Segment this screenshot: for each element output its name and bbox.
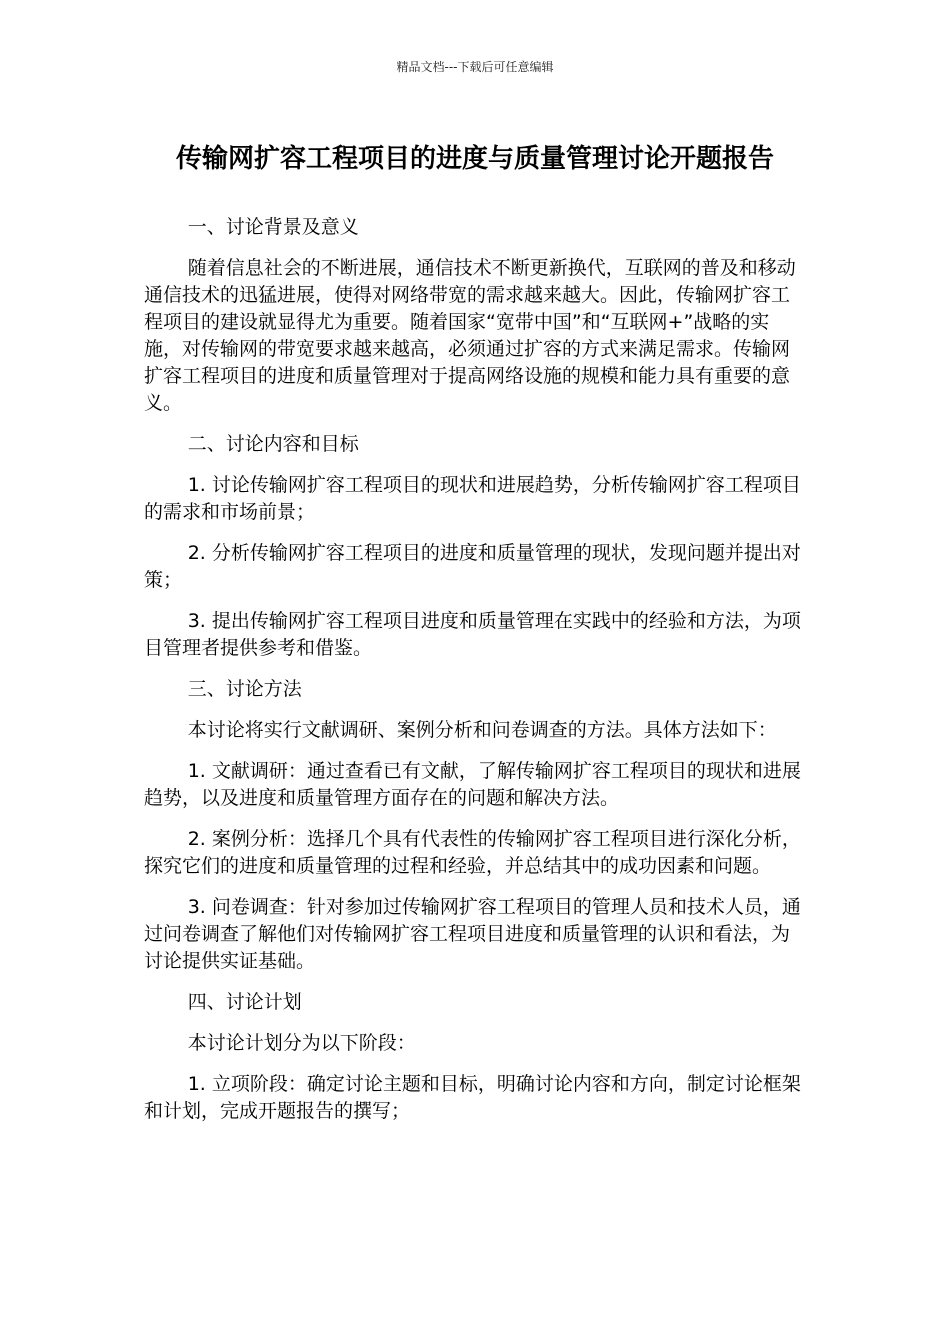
paragraph: 2. 分析传输网扩容工程项目的进度和质量管理的现状，发现问题并提出对策； — [144, 542, 801, 591]
section-heading: 三、讨论方法 — [187, 678, 302, 700]
header-note: 精品文档---下载后可任意编辑 — [396, 60, 554, 74]
document-title: 传输网扩容工程项目的进度与质量管理讨论开题报告 — [175, 144, 774, 174]
section-heading: 二、讨论内容和目标 — [187, 433, 359, 455]
paragraph: 3. 问卷调查：针对参加过传输网扩容工程项目的管理人员和技术人员，通过问卷调查了解他们对传输网扩容工程项目进度和质量管理的认识和看法，为讨论提供实证基础。 — [144, 896, 801, 972]
paragraph: 1. 文献调研：通过查看已有文献，了解传输网扩容工程项目的现状和进展趋势，以及进度和质量管理方面存在的问题和解决方法。 — [144, 760, 801, 809]
paragraph: 随着信息社会的不断进展，通信技术不断更新换代，互联网的普及和移动通信技术的迅猛进展，使得对网络带宽的需求越来越大。因此，传输网扩容工程项目的建设就显得尤为重要。随着国家“宽带中国”和“互联网+”战略的实施，对传输网的带宽要求越来越高，必须通过扩容的方式来满足需求。传输网扩容工程项目的进度和质量管理对于提高网络设施的规模和能力具有重要的意义。 — [144, 257, 796, 414]
paragraph: 本讨论将实行文献调研、案例分析和问卷调查的方法。具体方法如下： — [187, 719, 777, 741]
paragraph: 1. 讨论传输网扩容工程项目的现状和进展趋势，分析传输网扩容工程项目的需求和市场前景； — [144, 474, 801, 523]
document-body — [144, 214, 806, 1139]
paragraph: 1. 立项阶段：确定讨论主题和目标，明确讨论内容和方向，制定讨论框架和计划，完成开题报告的撰写； — [144, 1073, 801, 1122]
paragraph: 2. 案例分析：选择几个具有代表性的传输网扩容工程项目进行深化分析，探究它们的进度和质量管理的过程和经验，并总结其中的成功因素和问题。 — [144, 828, 801, 877]
paragraph: 3. 提出传输网扩容工程项目进度和质量管理在实践中的经验和方法，为项目管理者提供参考和借鉴。 — [144, 610, 801, 659]
paragraph: 本讨论计划分为以下阶段： — [187, 1032, 416, 1054]
section-heading: 一、讨论背景及意义 — [187, 216, 359, 238]
section-heading: 四、讨论计划 — [187, 991, 302, 1013]
